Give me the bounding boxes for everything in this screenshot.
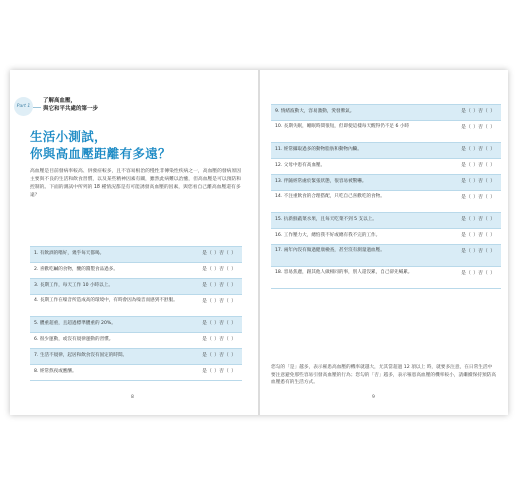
question-text: 9. 情緒波動大，容易激動，愛發脾氣。 bbox=[275, 109, 355, 114]
question-row bbox=[30, 246, 242, 263]
question-list-left bbox=[30, 246, 242, 381]
question-row bbox=[271, 121, 501, 143]
yes-no-answer[interactable]: 是（ ）否（ ） bbox=[202, 321, 236, 326]
yes-no-answer[interactable]: 是（ ）否（ ） bbox=[461, 271, 495, 276]
question-row bbox=[30, 365, 242, 381]
yes-no-answer[interactable]: 是（ ）否（ ） bbox=[202, 283, 236, 288]
page-title bbox=[30, 128, 171, 162]
yes-no-answer[interactable]: 是（ ）否（ ） bbox=[461, 163, 495, 168]
question-text: 15. 抗新鮮蔬菜水果，且每天吃菜不到 5 支以上。 bbox=[275, 217, 377, 222]
page-title-line1: 生活小測試， bbox=[30, 129, 107, 144]
question-text: 3. 長期工作，每天工作 10 小時以上。 bbox=[34, 283, 113, 288]
question-text: 2. 喜歡吃鹹的食物，醃的醬製食品過多。 bbox=[34, 267, 118, 272]
question-list-right bbox=[271, 104, 501, 289]
question-text: 14. 不注重飲食的合理搭配，只吃自己喜歡吃的食物。 bbox=[275, 194, 385, 199]
yes-no-answer[interactable]: 是（ ）否（ ） bbox=[461, 179, 495, 184]
left-page bbox=[10, 70, 259, 415]
book-spread bbox=[10, 70, 508, 415]
question-row bbox=[30, 349, 242, 365]
yes-no-answer[interactable]: 是（ ）否（ ） bbox=[461, 147, 495, 152]
question-text: 17. 兩年內沒有做過健康檢查，甚至沒有測量過血壓。 bbox=[275, 248, 385, 253]
result-note: 您勾的「是」越多，表示罹患高血壓的機率就越大，尤其當超過 12 項以上 時，就要多注意，在日常生活中要注意避免那些容易引發高血壓的行為；您勾的「否」越多，表示罹患高血壓的機率較小，請繼續保持預防高血壓悉有的生活方式。 bbox=[271, 365, 497, 385]
chapter-header-line2: 與它和平共處的第一步 bbox=[43, 106, 99, 112]
page-title-line2: 你與高血壓距離有多遠？ bbox=[30, 146, 171, 161]
chapter-header bbox=[43, 97, 98, 113]
question-row bbox=[271, 159, 501, 175]
yes-no-answer[interactable]: 是（ ）否（ ） bbox=[461, 217, 495, 222]
yes-no-answer[interactable]: 是（ ）否（ ） bbox=[461, 195, 495, 200]
yes-no-answer[interactable]: 是（ ）否（ ） bbox=[202, 369, 236, 374]
question-text: 12. 父母中患有高血壓。 bbox=[275, 163, 326, 168]
yes-no-answer[interactable]: 是（ ）否（ ） bbox=[461, 125, 495, 130]
yes-no-answer[interactable]: 是（ ）否（ ） bbox=[202, 299, 236, 304]
yes-no-answer[interactable]: 是（ ）否（ ） bbox=[461, 249, 495, 254]
question-text: 1. 有飲酒的嗜好，幾乎每天都喝。 bbox=[34, 251, 105, 256]
question-row bbox=[271, 213, 501, 229]
question-row bbox=[271, 143, 501, 159]
question-text: 10. 長期失眠，睡眠時間很短，但即使這樣每天醒得仍不足 6 小時 bbox=[275, 124, 410, 129]
question-row bbox=[271, 229, 501, 245]
question-row bbox=[30, 317, 242, 333]
question-row bbox=[271, 267, 501, 289]
question-row bbox=[30, 263, 242, 279]
question-row bbox=[271, 104, 501, 121]
right-page bbox=[259, 70, 508, 415]
page-number-right: 9 bbox=[372, 395, 375, 400]
yes-no-answer[interactable]: 是（ ）否（ ） bbox=[461, 233, 495, 238]
yes-no-answer[interactable]: 是（ ）否（ ） bbox=[461, 109, 495, 114]
question-row bbox=[271, 175, 501, 191]
question-row bbox=[271, 245, 501, 267]
question-text: 16. 工作壓力大，總怕我不好或總有我不完的工作。 bbox=[275, 233, 381, 238]
yes-no-answer[interactable]: 是（ ）否（ ） bbox=[202, 251, 236, 256]
question-text: 18. 容易焦慮，跟其他人做相同的事，別人還沒累，自己卻先喊累。 bbox=[275, 270, 413, 275]
question-text: 6. 很少運動，或沒有規律運動的習慣。 bbox=[34, 337, 114, 342]
question-text: 8. 經常熬夜或應酬。 bbox=[34, 369, 77, 374]
question-text: 13. 伴隨經常處於緊張狀態，很容易被驚嚇。 bbox=[275, 179, 367, 184]
question-row bbox=[30, 295, 242, 317]
part-badge: Part 1 bbox=[14, 97, 33, 116]
question-row bbox=[30, 333, 242, 349]
question-text: 7. 生活不規律，起居和飲食沒有固定的時間。 bbox=[34, 353, 128, 358]
yes-no-answer[interactable]: 是（ ）否（ ） bbox=[202, 337, 236, 342]
yes-no-answer[interactable]: 是（ ）否（ ） bbox=[202, 267, 236, 272]
question-row bbox=[271, 191, 501, 213]
page-number-left: 8 bbox=[131, 395, 134, 400]
question-row bbox=[30, 279, 242, 295]
yes-no-answer[interactable]: 是（ ）否（ ） bbox=[202, 353, 236, 358]
question-text: 11. 經常攝取過多的動物脂肪和動物內臟。 bbox=[275, 147, 362, 152]
question-text: 4. 長期工作在噪音所造成高的環境中，有時會因為噪音而感到不舒服。 bbox=[34, 298, 178, 303]
part-divider bbox=[33, 107, 41, 108]
question-text: 5. 體重超重，且超過標準體重的 20%。 bbox=[34, 321, 116, 326]
intro-paragraph: 高血壓是目前發病率較高、併發症較多，且不容易根治的慢性非傳染性疾病之一，高血壓的發病原因主要與不良的生活和飲食習慣，以及某些精神因素有關，雖然此病難以治癒，但高血壓是可以預防和控制的。下面的測試中所列的 18 種情況都是有可能誘發高血壓的因素，與您看自己離高血壓還有多遠？ bbox=[30, 169, 242, 198]
chapter-header-line1: 了解高血壓， bbox=[43, 98, 77, 104]
